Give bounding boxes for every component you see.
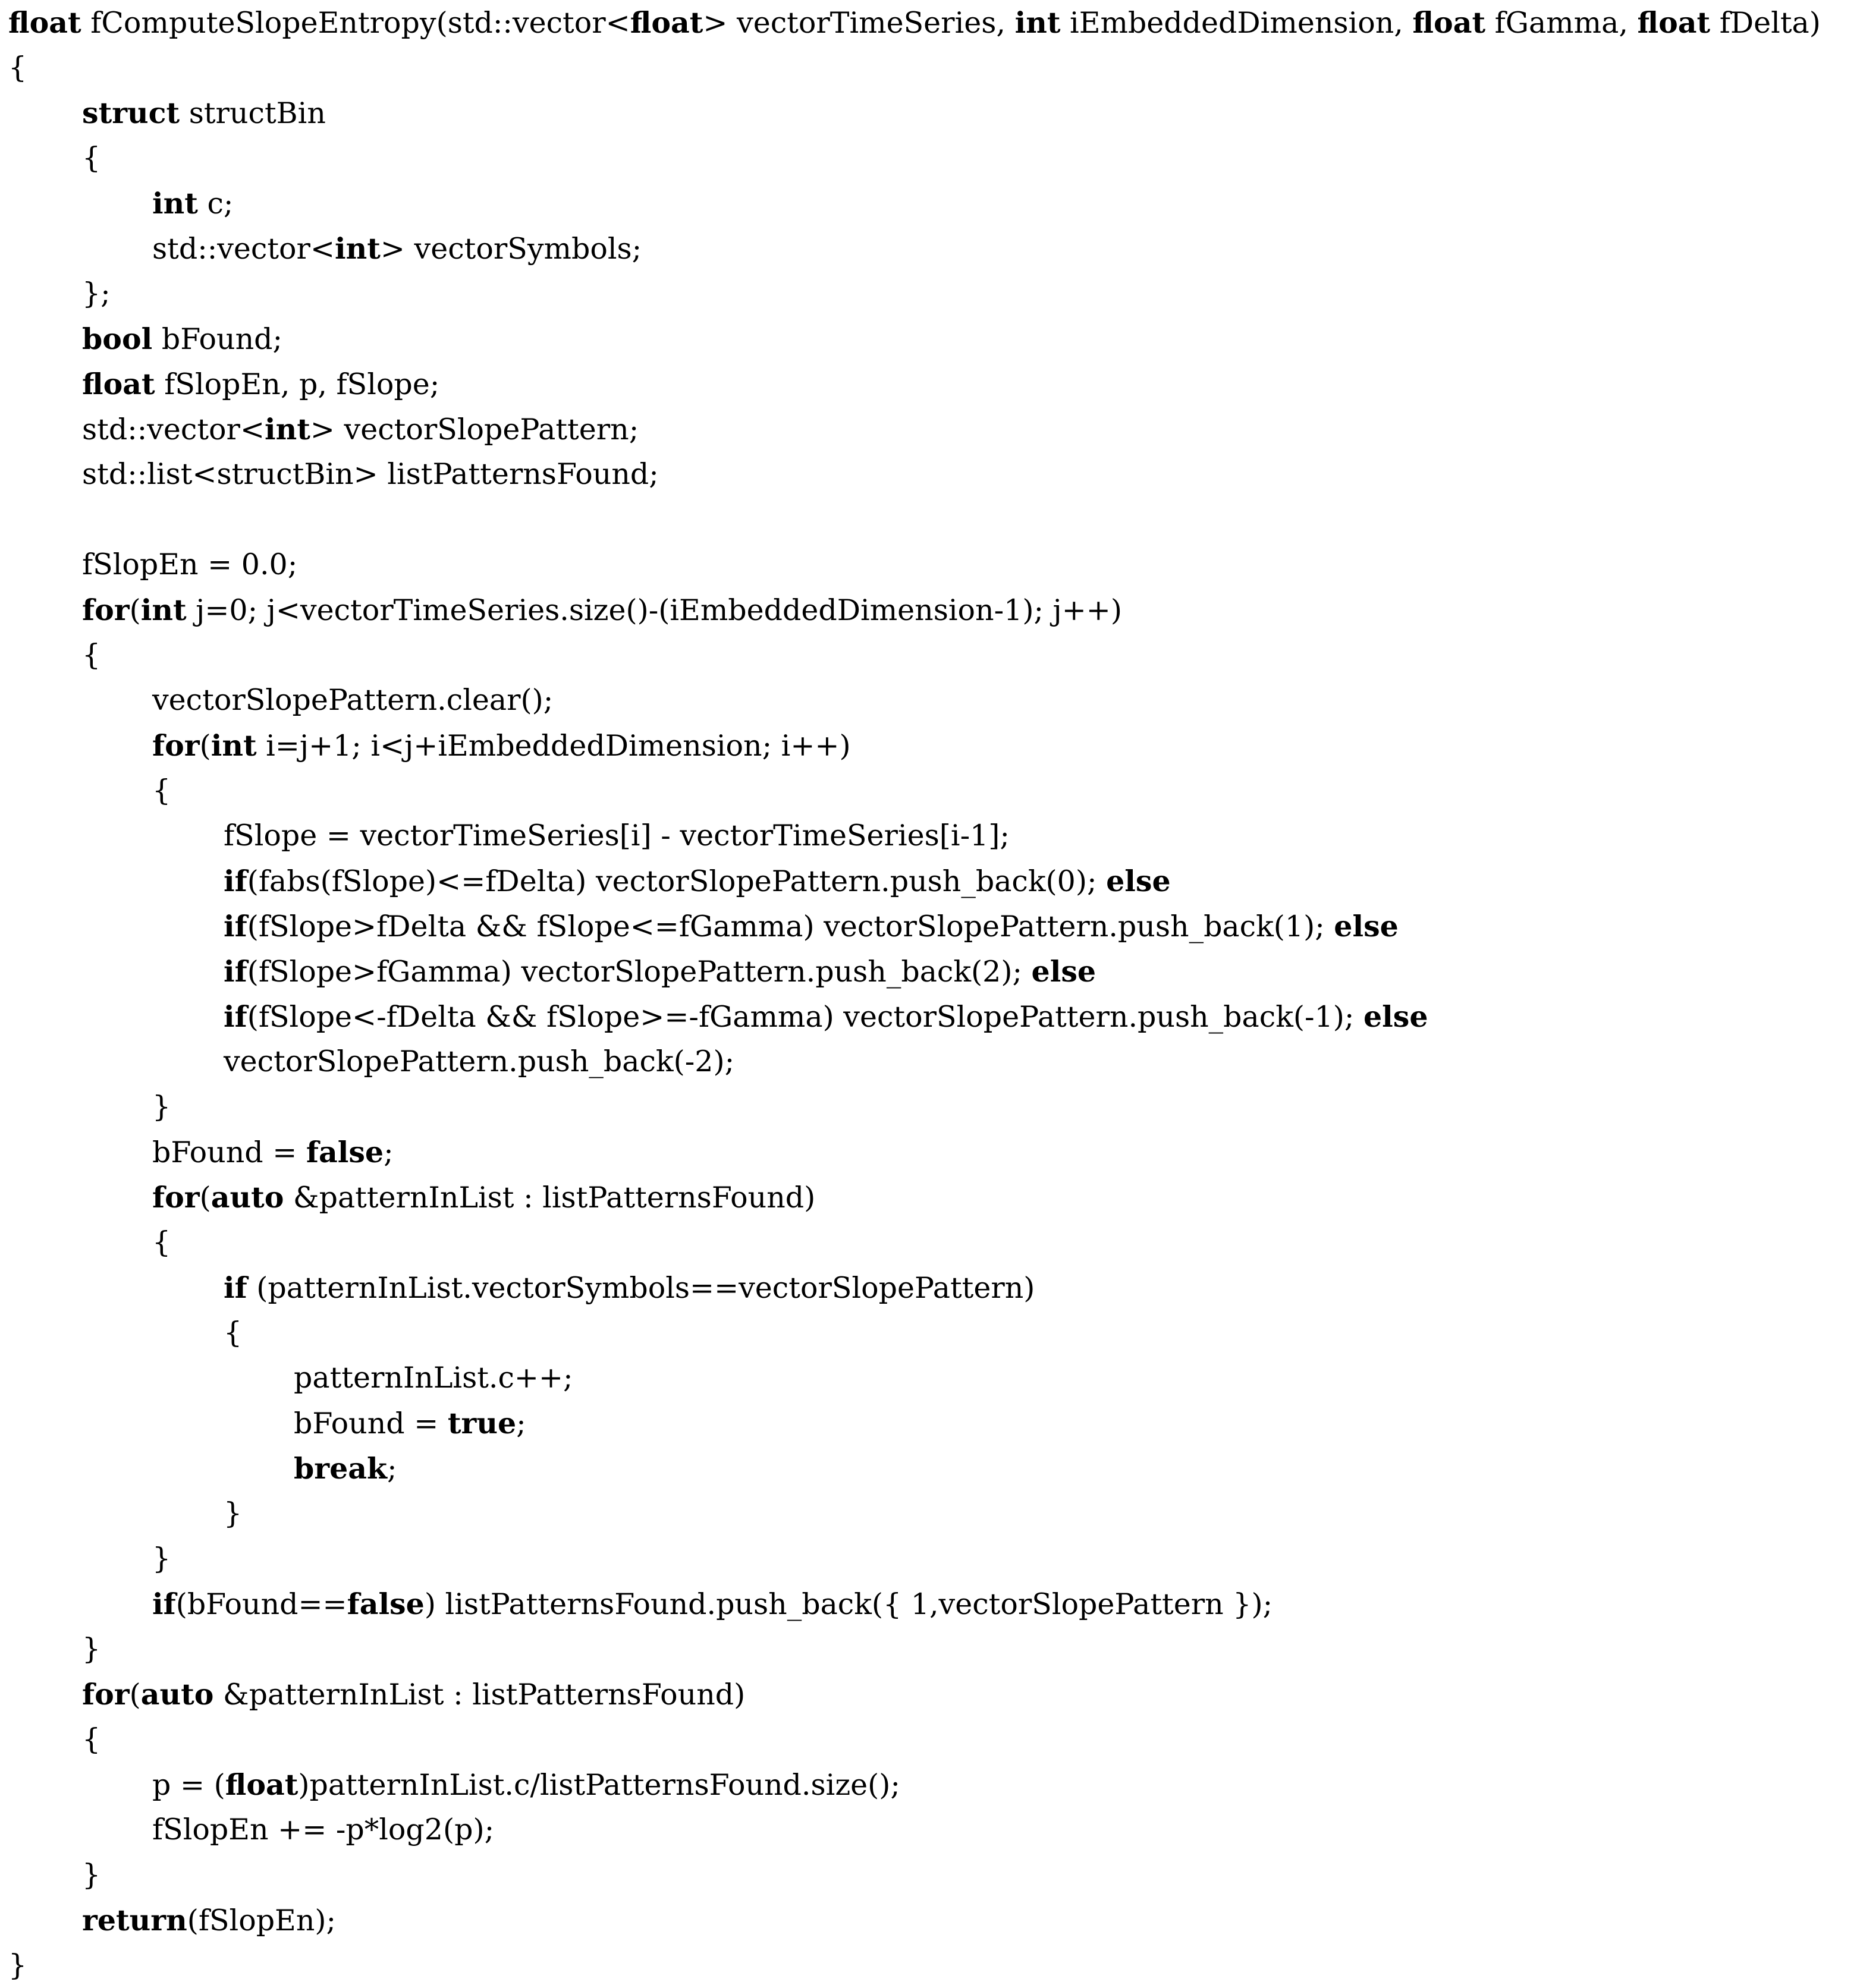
code-text: bFound = [294,1407,448,1440]
code-text: { [152,773,171,807]
code-keyword: struct [82,96,180,130]
code-line [224,949,1096,994]
code-keyword: auto [210,1180,284,1215]
code-keyword: int [1014,5,1061,40]
code-line [152,1084,171,1130]
code-line [224,813,1010,858]
code-line [82,1717,100,1762]
code-text: (fabs(fSlope)<=fDelta) vectorSlopePattern.push_back(0); [247,864,1107,898]
code-line [82,1898,336,1943]
code-line [82,1852,100,1898]
code-keyword: float [1412,5,1486,40]
code-keyword: for [82,593,130,627]
code-text: i=j+1; i<j+iEmbeddedDimension; i++) [256,729,851,763]
code-text: &patternInList : listPatternsFound) [284,1181,816,1215]
code-text: c; [197,187,234,221]
code-line [82,542,297,587]
code-line [152,768,171,813]
code-line [294,1355,573,1401]
code-text: { [152,1225,171,1259]
code-line [82,136,100,181]
code-line [224,1310,242,1355]
code-keyword: false [306,1135,384,1169]
code-text: > vectorSlopePattern; [310,413,639,446]
code-text: vectorSlopePattern.clear(); [152,683,554,717]
code-keyword: int [335,231,381,266]
code-line [8,45,27,90]
code-keyword: else [1106,864,1171,898]
code-keyword: if [224,909,247,943]
code-text: (bFound== [175,1587,347,1621]
code-text: std::vector< [152,232,335,266]
code-keyword: false [347,1587,425,1621]
code-line [294,1446,397,1491]
code-listing [8,0,1852,1982]
code-text: ( [129,593,141,627]
code-text: fSlopEn += -p*log2(p); [152,1813,495,1847]
code-keyword: else [1334,909,1399,943]
code-text: } [152,1090,171,1124]
code-text: iEmbeddedDimension, [1060,6,1413,40]
code-text: &patternInList : listPatternsFound) [213,1678,746,1712]
code-text: p = ( [152,1768,225,1802]
code-text: } [224,1496,243,1530]
code-text: ( [199,1181,211,1215]
code-text: j=0; j<vectorTimeSeries.size()-(iEmbeddedDimension-1); j++) [186,593,1122,627]
code-keyword: int [210,728,257,763]
code-line [224,994,1428,1039]
code-keyword: else [1031,954,1096,989]
code-keyword: else [1363,999,1428,1034]
code-keyword: if [224,954,247,989]
code-line [152,1220,171,1265]
code-text: bFound; [152,322,283,356]
code-text: fDelta) [1710,6,1821,40]
code-text: } [152,1542,171,1575]
code-text: fSlopEn, p, fSlope; [155,367,440,401]
code-line [152,1536,171,1581]
code-keyword: if [152,1587,176,1621]
code-keyword: int [265,412,310,446]
code-text: (fSlope<-fDelta && fSlope>=-fGamma) vectorSlopePattern.push_back(-1); [247,1000,1363,1034]
code-text: fSlope = vectorTimeSeries[i] - vectorTimeSeries[i-1]; [224,819,1010,853]
code-text: { [8,51,27,84]
code-line [82,633,100,678]
code-line [82,407,639,452]
code-keyword: bool [82,322,153,356]
code-line [82,361,439,407]
code-line [8,0,1821,45]
code-text: } [82,1632,101,1666]
code-keyword: int [140,593,187,627]
code-text: structBin [180,96,326,130]
code-text: patternInList.c++; [294,1361,573,1395]
code-text: (patternInList.vectorSymbols==vectorSlopePattern) [247,1271,1035,1305]
code-line [224,904,1399,949]
code-line [294,1401,526,1446]
code-keyword: float [630,5,703,40]
code-keyword: break [294,1451,387,1486]
code-line [152,1130,394,1175]
code-line [82,1672,745,1717]
code-keyword: float [225,1767,299,1802]
code-line [152,1807,494,1852]
code-text: { [82,638,101,672]
code-text: } [82,1858,101,1892]
code-line [152,226,642,271]
code-keyword: return [82,1903,187,1937]
code-line [82,452,659,497]
code-keyword: float [8,5,81,40]
code-text: ; [387,1452,397,1486]
code-text: ; [384,1135,394,1169]
code-keyword: float [1637,5,1711,40]
code-line [82,1627,100,1672]
code-text: std::vector< [82,413,265,446]
code-line [224,1039,734,1084]
code-text: { [224,1316,243,1350]
code-text: vectorSlopePattern.push_back(-2); [224,1045,735,1078]
code-line [152,678,553,723]
code-text: bFound = [152,1135,306,1169]
code-text: { [82,1722,101,1756]
code-line [152,723,851,768]
code-line [152,1762,900,1807]
code-text: )patternInList.c/listPatternsFound.size(); [298,1768,900,1802]
code-text: fGamma, [1485,6,1638,40]
code-text: > vectorSymbols; [380,232,642,266]
code-line [152,1175,815,1220]
code-text: std::list<structBin> listPatternsFound; [82,457,659,491]
code-keyword: for [82,1677,130,1712]
code-text: { [82,141,101,175]
code-text: ) listPatternsFound.push_back({ 1,vectorSlopePattern }); [424,1587,1273,1621]
code-text: ( [199,729,211,763]
code-text: ; [516,1407,526,1440]
code-line [224,1265,1035,1310]
code-line [82,90,326,136]
code-text: }; [82,276,111,310]
code-line [152,1581,1273,1627]
code-keyword: for [152,1180,200,1215]
code-line [152,181,233,226]
code-line [224,1491,242,1536]
code-text: } [8,1948,27,1982]
code-keyword: auto [140,1677,214,1712]
code-line [82,587,1122,633]
code-line [82,316,282,361]
code-keyword: if [224,999,247,1034]
code-text: > vectorTimeSeries, [703,6,1015,40]
code-text: ( [129,1678,141,1712]
code-line [82,271,111,316]
code-text: fComputeSlopeEntropy(std::vector< [81,6,630,40]
code-keyword: float [82,367,155,401]
code-keyword: if [224,1270,247,1305]
code-keyword: true [447,1406,517,1440]
code-keyword: if [224,864,247,898]
code-line [8,1943,27,1988]
code-text: (fSlopEn); [187,1904,337,1937]
code-text: (fSlope>fDelta && fSlope<=fGamma) vectorSlopePattern.push_back(1); [247,910,1334,943]
code-text: fSlopEn = 0.0; [82,548,298,581]
code-text: (fSlope>fGamma) vectorSlopePattern.push_back(2); [247,955,1032,989]
code-keyword: int [152,186,198,221]
code-line [224,858,1171,904]
code-keyword: for [152,728,200,763]
